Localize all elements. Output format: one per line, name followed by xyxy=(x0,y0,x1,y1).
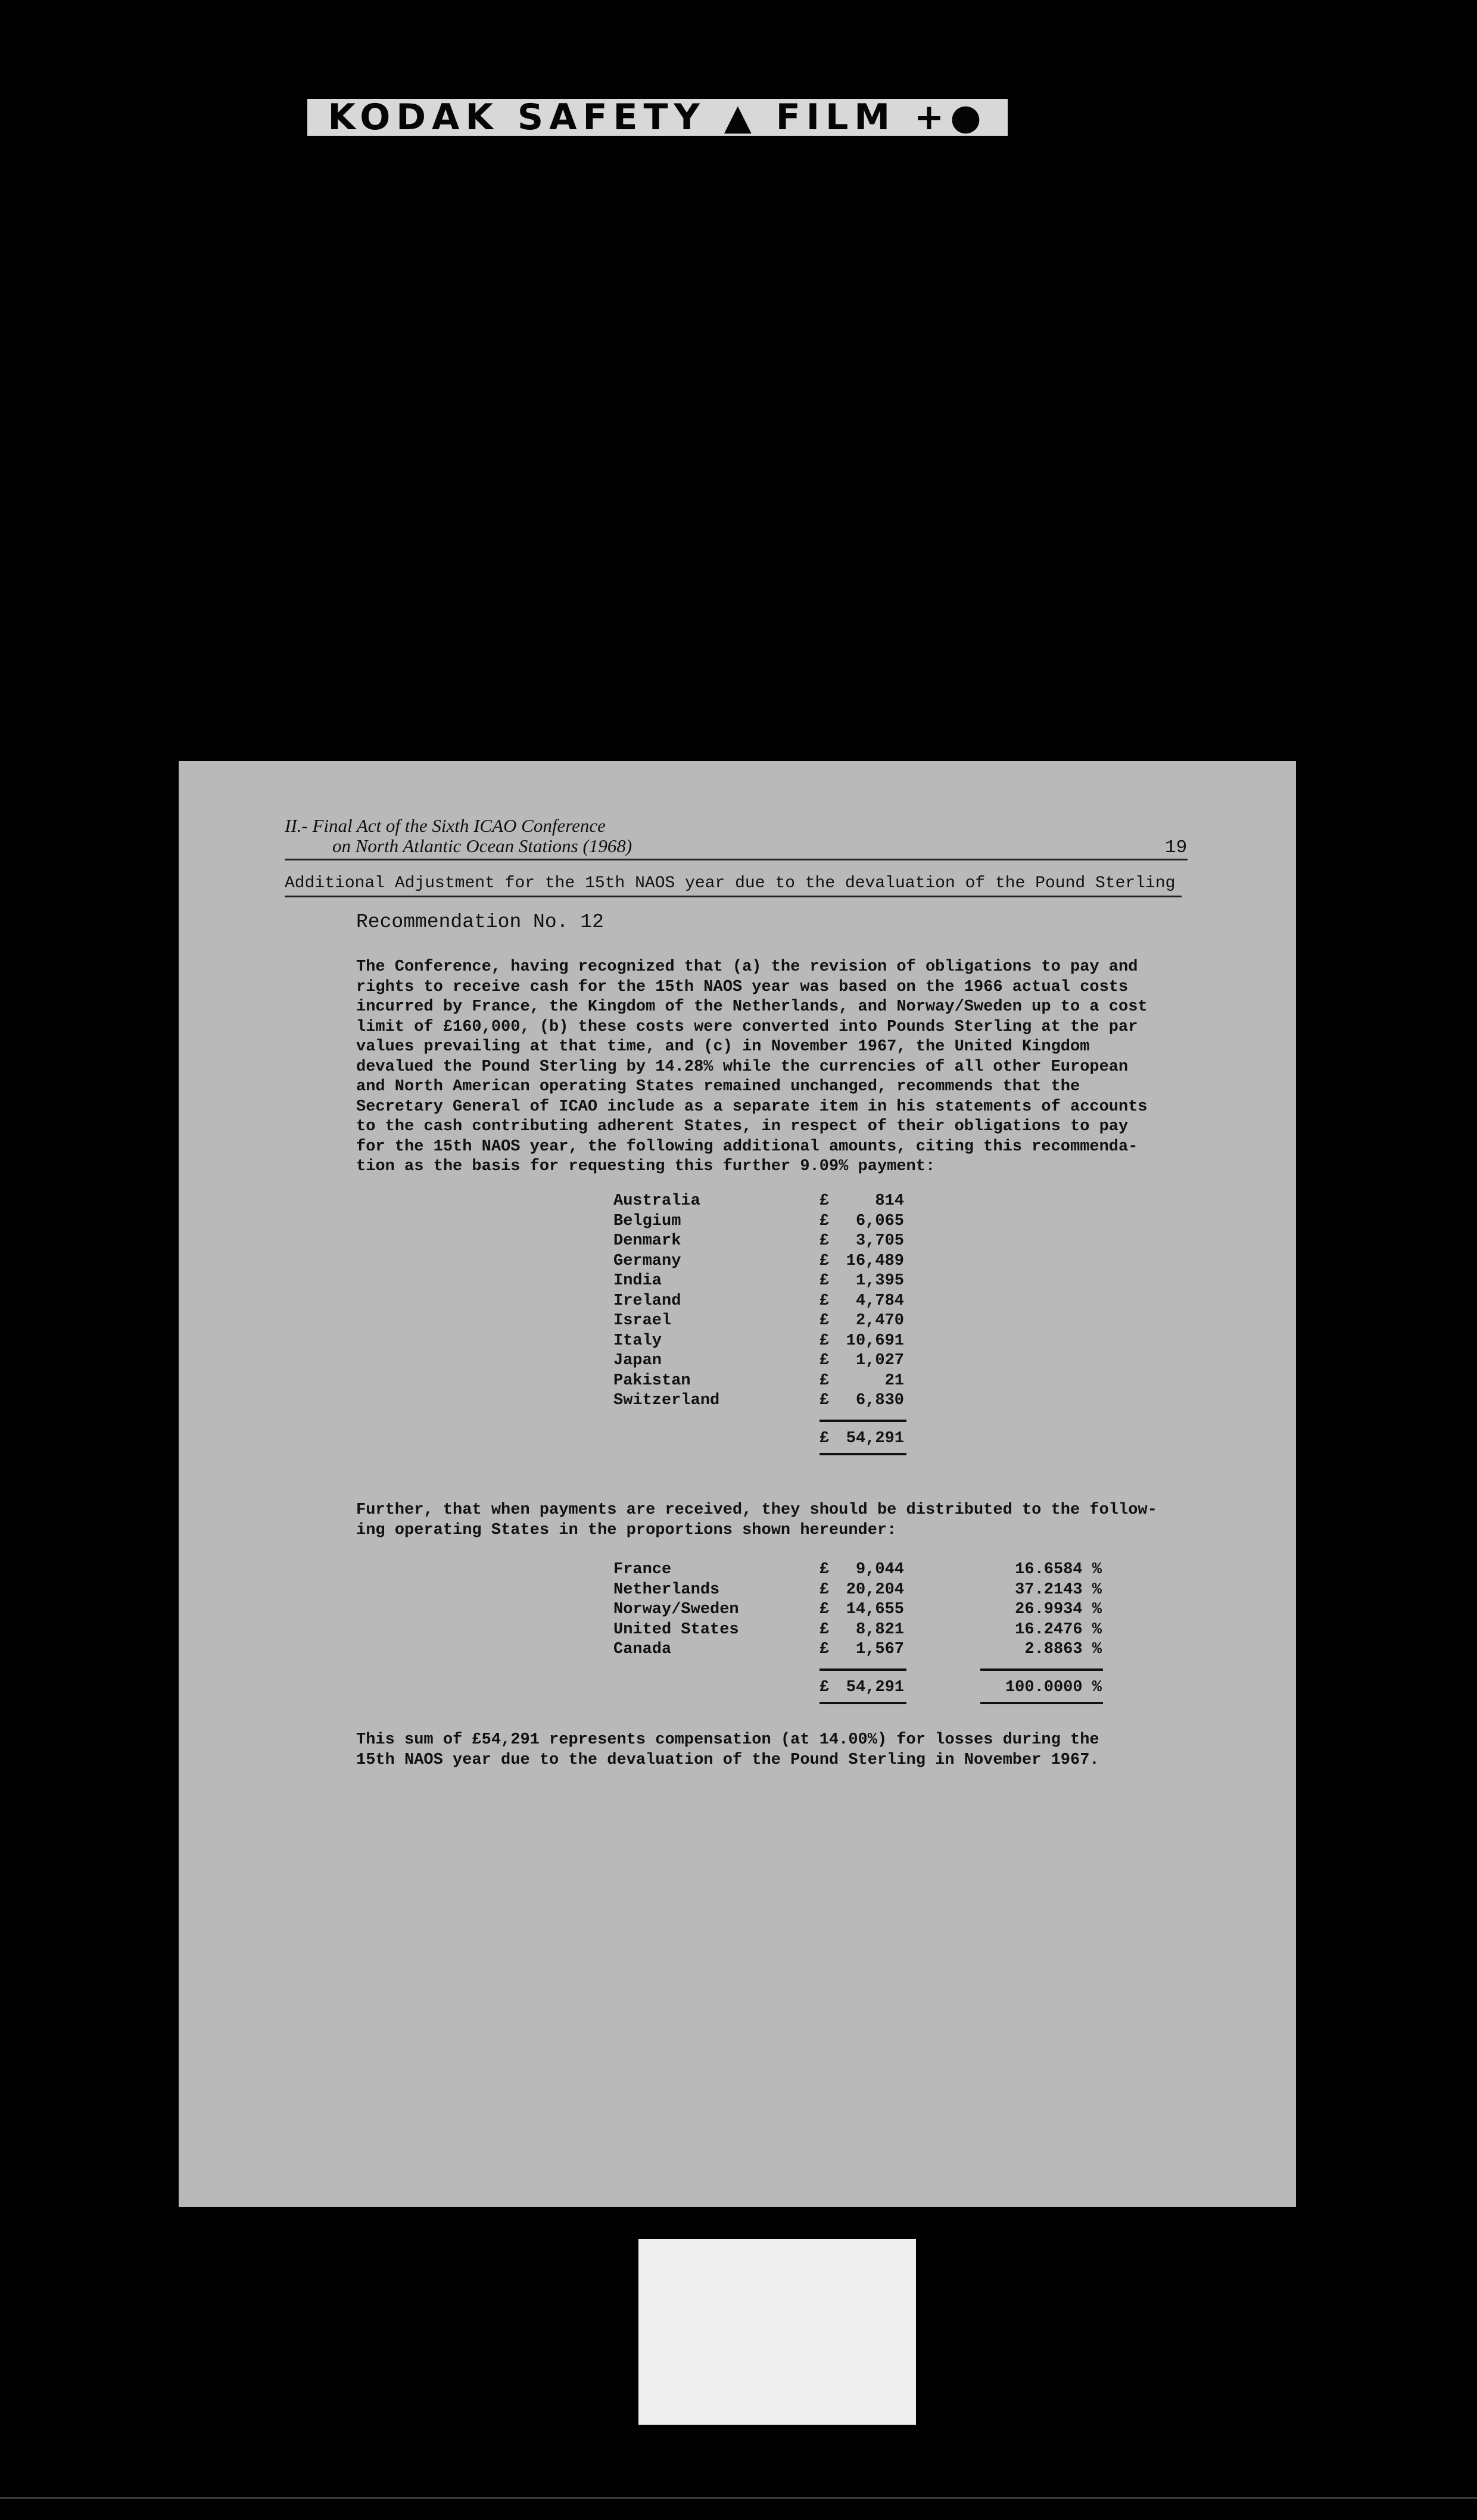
currency-symbol: £ xyxy=(819,1312,830,1330)
currency-symbol: £ xyxy=(819,1392,830,1409)
amount-value: 3,705 xyxy=(855,1232,904,1250)
state-name: United States xyxy=(613,1620,739,1639)
distribution-amount-rule-bottom xyxy=(819,1702,906,1704)
currency-symbol: £ xyxy=(819,1331,830,1350)
percent-value: 16.2476 % xyxy=(1015,1620,1102,1639)
amount-value: 20,204 xyxy=(846,1580,904,1599)
currency-symbol: £ xyxy=(819,1292,830,1310)
state-name: India xyxy=(613,1272,662,1290)
currency-symbol: £ xyxy=(819,1212,830,1230)
currency-symbol: £ xyxy=(819,1232,830,1250)
currency-symbol: £ xyxy=(819,1580,830,1599)
contributions-table xyxy=(613,1192,904,1411)
state-name: Japan xyxy=(613,1352,662,1370)
amount-value: 16,489 xyxy=(846,1252,904,1270)
state-name: Australia xyxy=(613,1192,700,1210)
document-header xyxy=(285,816,632,856)
film-bottom-edge xyxy=(0,2497,1477,2499)
table-row xyxy=(613,1231,904,1252)
percent-value: 37.2143 % xyxy=(1015,1580,1102,1599)
state-name: Netherlands xyxy=(613,1580,720,1599)
state-name: Denmark xyxy=(613,1232,681,1250)
distribution-table xyxy=(613,1560,1102,1660)
currency-symbol: £ xyxy=(819,1601,830,1618)
section-title-rule xyxy=(285,896,1182,897)
amount-value: 4,784 xyxy=(855,1292,904,1310)
percent-value: 26.9934 % xyxy=(1015,1601,1102,1618)
distribution-total-amount: 54,291 xyxy=(846,1678,904,1696)
state-name: Ireland xyxy=(613,1292,681,1310)
paragraph-compensation: This sum of £54,291 represents compensation (at 14.00%) for losses during the 15th NAOS year due to the devaluation of the Pound Sterling in November 1967. xyxy=(356,1731,1099,1769)
amount-value: 1,567 xyxy=(855,1641,904,1658)
table-row xyxy=(613,1212,904,1232)
currency-symbol: £ xyxy=(819,1678,830,1696)
contributions-total-rule-bottom xyxy=(819,1453,906,1455)
header-rule xyxy=(285,859,1188,860)
amount-value: 6,830 xyxy=(855,1392,904,1409)
state-name: Belgium xyxy=(613,1212,681,1230)
table-row xyxy=(613,1271,904,1292)
section-title: Additional Adjustment for the 15th NAOS year due to the devaluation of the Pound Sterling xyxy=(285,874,1176,893)
distribution-amount-rule xyxy=(819,1668,906,1671)
amount-value: 1,395 xyxy=(855,1272,904,1290)
amount-value: 14,655 xyxy=(846,1601,904,1618)
table-row xyxy=(613,1371,904,1392)
document-page xyxy=(179,761,1296,2207)
currency-symbol: £ xyxy=(819,1641,830,1658)
page-number: 19 xyxy=(1165,837,1188,858)
table-row xyxy=(613,1292,904,1312)
amount-value: 8,821 xyxy=(855,1620,904,1639)
percent-value: 2.8863 % xyxy=(1024,1641,1102,1658)
currency-symbol: £ xyxy=(819,1252,830,1270)
header-line-1: II.- Final Act of the Sixth ICAO Conference xyxy=(285,815,606,836)
table-row xyxy=(613,1311,904,1331)
table-row xyxy=(613,1391,904,1411)
state-name: Italy xyxy=(613,1331,662,1350)
contributions-total-amount: 54,291 xyxy=(846,1429,904,1448)
distribution-percent-rule xyxy=(980,1668,1103,1671)
currency-symbol: £ xyxy=(819,1352,830,1370)
paragraph-distribution: Further, that when payments are received, they should be distributed to the follow- ing operating States in the proportions shown hereunder: xyxy=(356,1501,1157,1539)
state-name: Germany xyxy=(613,1252,681,1270)
contributions-total-rule-top xyxy=(819,1420,906,1422)
amount-value: 2,470 xyxy=(855,1312,904,1330)
distribution-percent-rule-bottom xyxy=(980,1702,1103,1704)
table-row xyxy=(613,1331,904,1352)
table-row xyxy=(613,1252,904,1272)
state-name: France xyxy=(613,1561,672,1579)
paragraph-intro: The Conference, having recognized that (a) the revision of obligations to pay and rights to receive cash for the 15th NAOS year was based on the 1966 actual costs incurred by France, the Kingdom of the Netherlands, and Norway/Sweden up to a cost limit of £160,000, (b) these costs were converted into Pounds Sterling at the par values prevailing at that time, and (c) in November 1967, the United Kingdom devalued the Pound Sterling by 14.28% while the currencies of all other European and North American operating States remained unchanged, recommends that the Secretary General of ICAO include as a separate item in his statements of accounts to the cash contributing adherent States, in respect of their obligations to pay for the 15th NAOS year, the following additional amounts, citing this recommenda- tion as the basis for requesting this further 9.09% payment: xyxy=(356,958,1148,1175)
blank-label-card xyxy=(638,2239,916,2425)
amount-value: 9,044 xyxy=(855,1561,904,1579)
recommendation-title: Recommendation No. 12 xyxy=(356,911,604,933)
amount-value: 6,065 xyxy=(855,1212,904,1230)
film-edge-text: KODAK SAFETY ▲ FILM +● xyxy=(328,96,987,138)
amount-value: 21 xyxy=(884,1371,904,1390)
amount-value: 1,027 xyxy=(855,1352,904,1370)
amount-value: 10,691 xyxy=(846,1331,904,1350)
state-name: Pakistan xyxy=(613,1371,691,1390)
film-edge-marking xyxy=(307,96,1008,138)
table-row xyxy=(613,1560,1102,1580)
table-row xyxy=(613,1620,1102,1641)
currency-symbol: £ xyxy=(819,1371,830,1390)
table-row xyxy=(613,1640,1102,1660)
currency-symbol: £ xyxy=(819,1272,830,1290)
percent-value: 16.6584 % xyxy=(1015,1561,1102,1579)
state-name: Israel xyxy=(613,1312,672,1330)
distribution-total-row xyxy=(613,1678,1102,1698)
contributions-total-row xyxy=(613,1429,904,1449)
currency-symbol: £ xyxy=(819,1192,830,1210)
header-line-2: on North Atlantic Ocean Stations (1968) xyxy=(332,835,632,856)
table-row xyxy=(613,1351,904,1371)
currency-symbol: £ xyxy=(819,1561,830,1579)
state-name: Switzerland xyxy=(613,1392,720,1409)
state-name: Canada xyxy=(613,1641,672,1658)
table-row xyxy=(613,1580,1102,1601)
state-name: Norway/Sweden xyxy=(613,1601,739,1618)
currency-symbol: £ xyxy=(819,1429,830,1448)
table-row xyxy=(613,1192,904,1212)
currency-symbol: £ xyxy=(819,1620,830,1639)
table-row xyxy=(613,1600,1102,1620)
distribution-total-percent: 100.0000 % xyxy=(1005,1678,1102,1696)
amount-value: 814 xyxy=(875,1192,904,1210)
